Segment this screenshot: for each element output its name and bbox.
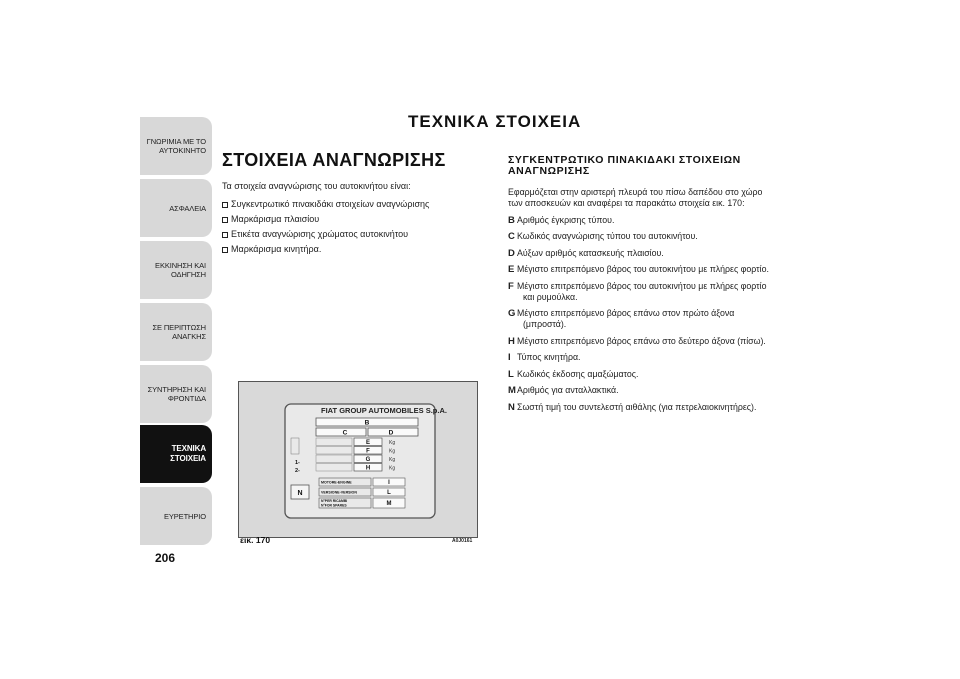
chapter-tab-label: ΟΔΗΓΗΣΗ bbox=[170, 270, 206, 279]
chapter-tab[interactable] bbox=[140, 487, 212, 545]
legend-text bbox=[517, 215, 614, 226]
legend-text bbox=[517, 308, 734, 330]
checkbox-bullet-icon bbox=[222, 202, 228, 208]
legend-key: E bbox=[508, 264, 515, 275]
letter-h: H bbox=[365, 465, 371, 472]
legend-key: I bbox=[508, 352, 511, 363]
legend-text-line: Κωδικός έκδοσης αμαξώματος. bbox=[517, 368, 639, 379]
chapter-tab-label: ΣΤΟΙΧΕΙΑ bbox=[170, 454, 206, 463]
legend-item bbox=[508, 336, 778, 347]
chapter-tab-label: ΣΥΝΤΗΡΗΣΗ ΚΑΙ bbox=[147, 385, 206, 394]
chapter-tab[interactable] bbox=[140, 117, 212, 175]
ricambi-label-1: N°PER RICAMBI bbox=[321, 499, 348, 503]
intro-text: Τα στοιχεία αναγνώρισης του αυτοκινήτου είναι: bbox=[222, 181, 411, 191]
letter-g: G bbox=[365, 457, 371, 463]
identification-data-section bbox=[222, 149, 472, 257]
legend-key: H bbox=[508, 335, 515, 347]
checkbox-bullet-icon bbox=[222, 232, 228, 238]
legend-key: N bbox=[508, 401, 515, 413]
legend-item bbox=[508, 369, 778, 380]
plate-header: FIAT GROUP AUTOMOBILES S.p.A. bbox=[321, 406, 447, 415]
legend-key: F bbox=[508, 280, 514, 292]
legend-item bbox=[508, 402, 778, 413]
unit-kg: Kg bbox=[389, 440, 396, 446]
identification-plate-section bbox=[508, 155, 778, 413]
unit-kg: Kg bbox=[389, 465, 396, 472]
legend-item bbox=[508, 385, 778, 396]
chapter-tab-label: ΑΝΑΓΚΗΣ bbox=[172, 332, 206, 341]
chapter-tab[interactable] bbox=[140, 365, 212, 423]
bullet-item: Μαρκάρισμα πλαισίου bbox=[222, 212, 472, 227]
section-title: ΣΥΓΚΕΝΤΡΩΤΙΚΟ ΠΙΝΑΚΙΔΑΚΙ ΣΤΟΙΧΕΙΩΝ ΑΝΑΓΝΩΡΙΣΗΣ bbox=[508, 154, 741, 177]
legend-key: C bbox=[508, 231, 515, 242]
motore-label: MOTORE-ENGINE bbox=[321, 480, 352, 485]
letter-f: F bbox=[366, 448, 370, 455]
ricambi-label-2: N°FOR SPARES bbox=[321, 503, 347, 508]
legend-text bbox=[517, 369, 638, 380]
versione-label: VERSIONE-VERSION bbox=[321, 490, 357, 495]
identification-plate-figure bbox=[238, 381, 478, 538]
chapter-tab-label: ΓΝΩΡΙΜΙΑ ΜΕ ΤΟ bbox=[146, 137, 206, 146]
checkbox-bullet-icon bbox=[222, 217, 228, 223]
legend-text-line: Αριθμός για ανταλλακτικά. bbox=[517, 385, 619, 395]
chapter-tab-label: ΕΚΚΙΝΗΣΗ ΚΑΙ bbox=[155, 261, 206, 270]
legend-item bbox=[508, 231, 778, 242]
legend-key: L bbox=[508, 368, 514, 380]
plate-description: Εφαρμόζεται στην αριστερή πλευρά του πίσω δαπέδου στο χώρο των αποσκευών και αναφέρει τα παρακάτω στοιχεία εικ. 170: bbox=[508, 187, 763, 208]
bullet-item: Μαρκάρισμα κινητήρα. bbox=[222, 242, 472, 257]
legend-text bbox=[517, 385, 619, 396]
legend-text bbox=[517, 248, 664, 259]
chapter-tab[interactable] bbox=[140, 303, 212, 361]
legend-item bbox=[508, 264, 778, 275]
letter-l: L bbox=[387, 490, 391, 496]
bullet-list bbox=[222, 197, 472, 257]
chapter-tab-label: ΦΡΟΝΤΙΔΑ bbox=[167, 394, 206, 403]
legend-key: D bbox=[508, 247, 515, 259]
chapter-tab[interactable] bbox=[140, 425, 212, 483]
legend-item bbox=[508, 352, 778, 363]
legend-text-line: Αριθμός έγκρισης τύπου. bbox=[517, 214, 615, 225]
axle-1-label: 1- bbox=[295, 460, 300, 466]
legend-item bbox=[508, 308, 778, 330]
legend-text-line: και ρυμούλκα. bbox=[523, 291, 578, 302]
unit-kg: Kg bbox=[389, 457, 396, 463]
plate-legend bbox=[508, 215, 778, 413]
chapter-tab-label: ΑΥΤΟΚΙΝΗΤΟ bbox=[159, 146, 206, 155]
legend-key: B bbox=[508, 214, 515, 226]
letter-m: M bbox=[386, 501, 392, 507]
legend-text-line: Αύξων αριθμός κατασκευής πλαισίου. bbox=[517, 247, 664, 258]
figure-caption: εικ. 170 bbox=[240, 535, 271, 545]
legend-text-line: Μέγιστο επιτρεπόμενο βάρος επάνω στον πρώτο άξονα bbox=[517, 308, 735, 318]
legend-text bbox=[517, 336, 766, 347]
legend-text bbox=[517, 264, 769, 275]
unit-kg: Kg bbox=[389, 448, 396, 455]
checkbox-bullet-icon bbox=[222, 247, 228, 253]
legend-text-line: Μέγιστο επιτρεπόμενο βάρος επάνω στο δεύτερο άξονα (πίσω). bbox=[517, 335, 766, 346]
legend-text-line: Μέγιστο επιτρεπόμενο βάρος του αυτοκινήτου με πλήρες φορτίο bbox=[517, 280, 767, 291]
chapter-tab-label: ΣΕ ΠΕΡΙΠΤΩΣΗ bbox=[152, 323, 206, 332]
legend-key: G bbox=[508, 308, 516, 319]
legend-item bbox=[508, 281, 778, 303]
bullet-item: Συγκεντρωτικό πινακιδάκι στοιχείων αναγνώρισης bbox=[222, 197, 472, 212]
plate-illustration bbox=[239, 382, 479, 539]
field-c-box bbox=[316, 428, 366, 436]
section-title: ΣΤΟΙΧΕΙΑ ΑΝΑΓΝΩΡΙΣΗΣ bbox=[222, 150, 446, 170]
chapter-tab-label: ΑΣΦΑΛΕΙΑ bbox=[169, 203, 206, 213]
legend-text-line: (μπροστά). bbox=[523, 319, 567, 329]
letter-b: B bbox=[364, 419, 370, 427]
chapter-tab[interactable] bbox=[140, 241, 212, 299]
legend-item bbox=[508, 248, 778, 259]
legend-text-line: Σωστή τιμή του συντελεστή αιθάλης (για πετρελαιοκινητήρες). bbox=[517, 401, 757, 412]
letter-d: D bbox=[388, 429, 394, 437]
legend-item bbox=[508, 215, 778, 226]
figure-code: A0J0161 bbox=[452, 538, 473, 544]
legend-text-line: Μέγιστο επιτρεπόμενο βάρος του αυτοκινήτου με πλήρες φορτίο. bbox=[517, 264, 769, 274]
legend-text bbox=[517, 281, 766, 303]
legend-text bbox=[517, 231, 698, 242]
letter-n: N bbox=[297, 490, 303, 497]
letter-c: C bbox=[342, 429, 348, 437]
page-number: 206 bbox=[155, 551, 176, 565]
legend-text-line: Τύπος κινητήρα. bbox=[517, 352, 581, 362]
chapter-tab-label: ΤΕΧΝΙΚΑ bbox=[171, 444, 206, 453]
legend-text bbox=[517, 352, 581, 363]
axle-2-label: 2- bbox=[295, 468, 300, 474]
legend-text bbox=[517, 402, 756, 413]
letter-e: E bbox=[365, 440, 371, 446]
chapter-tab[interactable] bbox=[140, 179, 212, 237]
page-title: ΤΕΧΝΙΚΑ ΣΤΟΙΧΕΙΑ bbox=[408, 112, 582, 131]
letter-i: I bbox=[388, 480, 390, 486]
bullet-item: Ετικέτα αναγνώρισης χρώματος αυτοκινήτου bbox=[222, 227, 472, 242]
chapter-tab-label: ΕΥΡΕΤΗΡΙΟ bbox=[163, 511, 206, 521]
legend-text-line: Κωδικός αναγνώρισης τύπου του αυτοκινήτου. bbox=[517, 231, 698, 241]
legend-key: M bbox=[508, 385, 516, 396]
